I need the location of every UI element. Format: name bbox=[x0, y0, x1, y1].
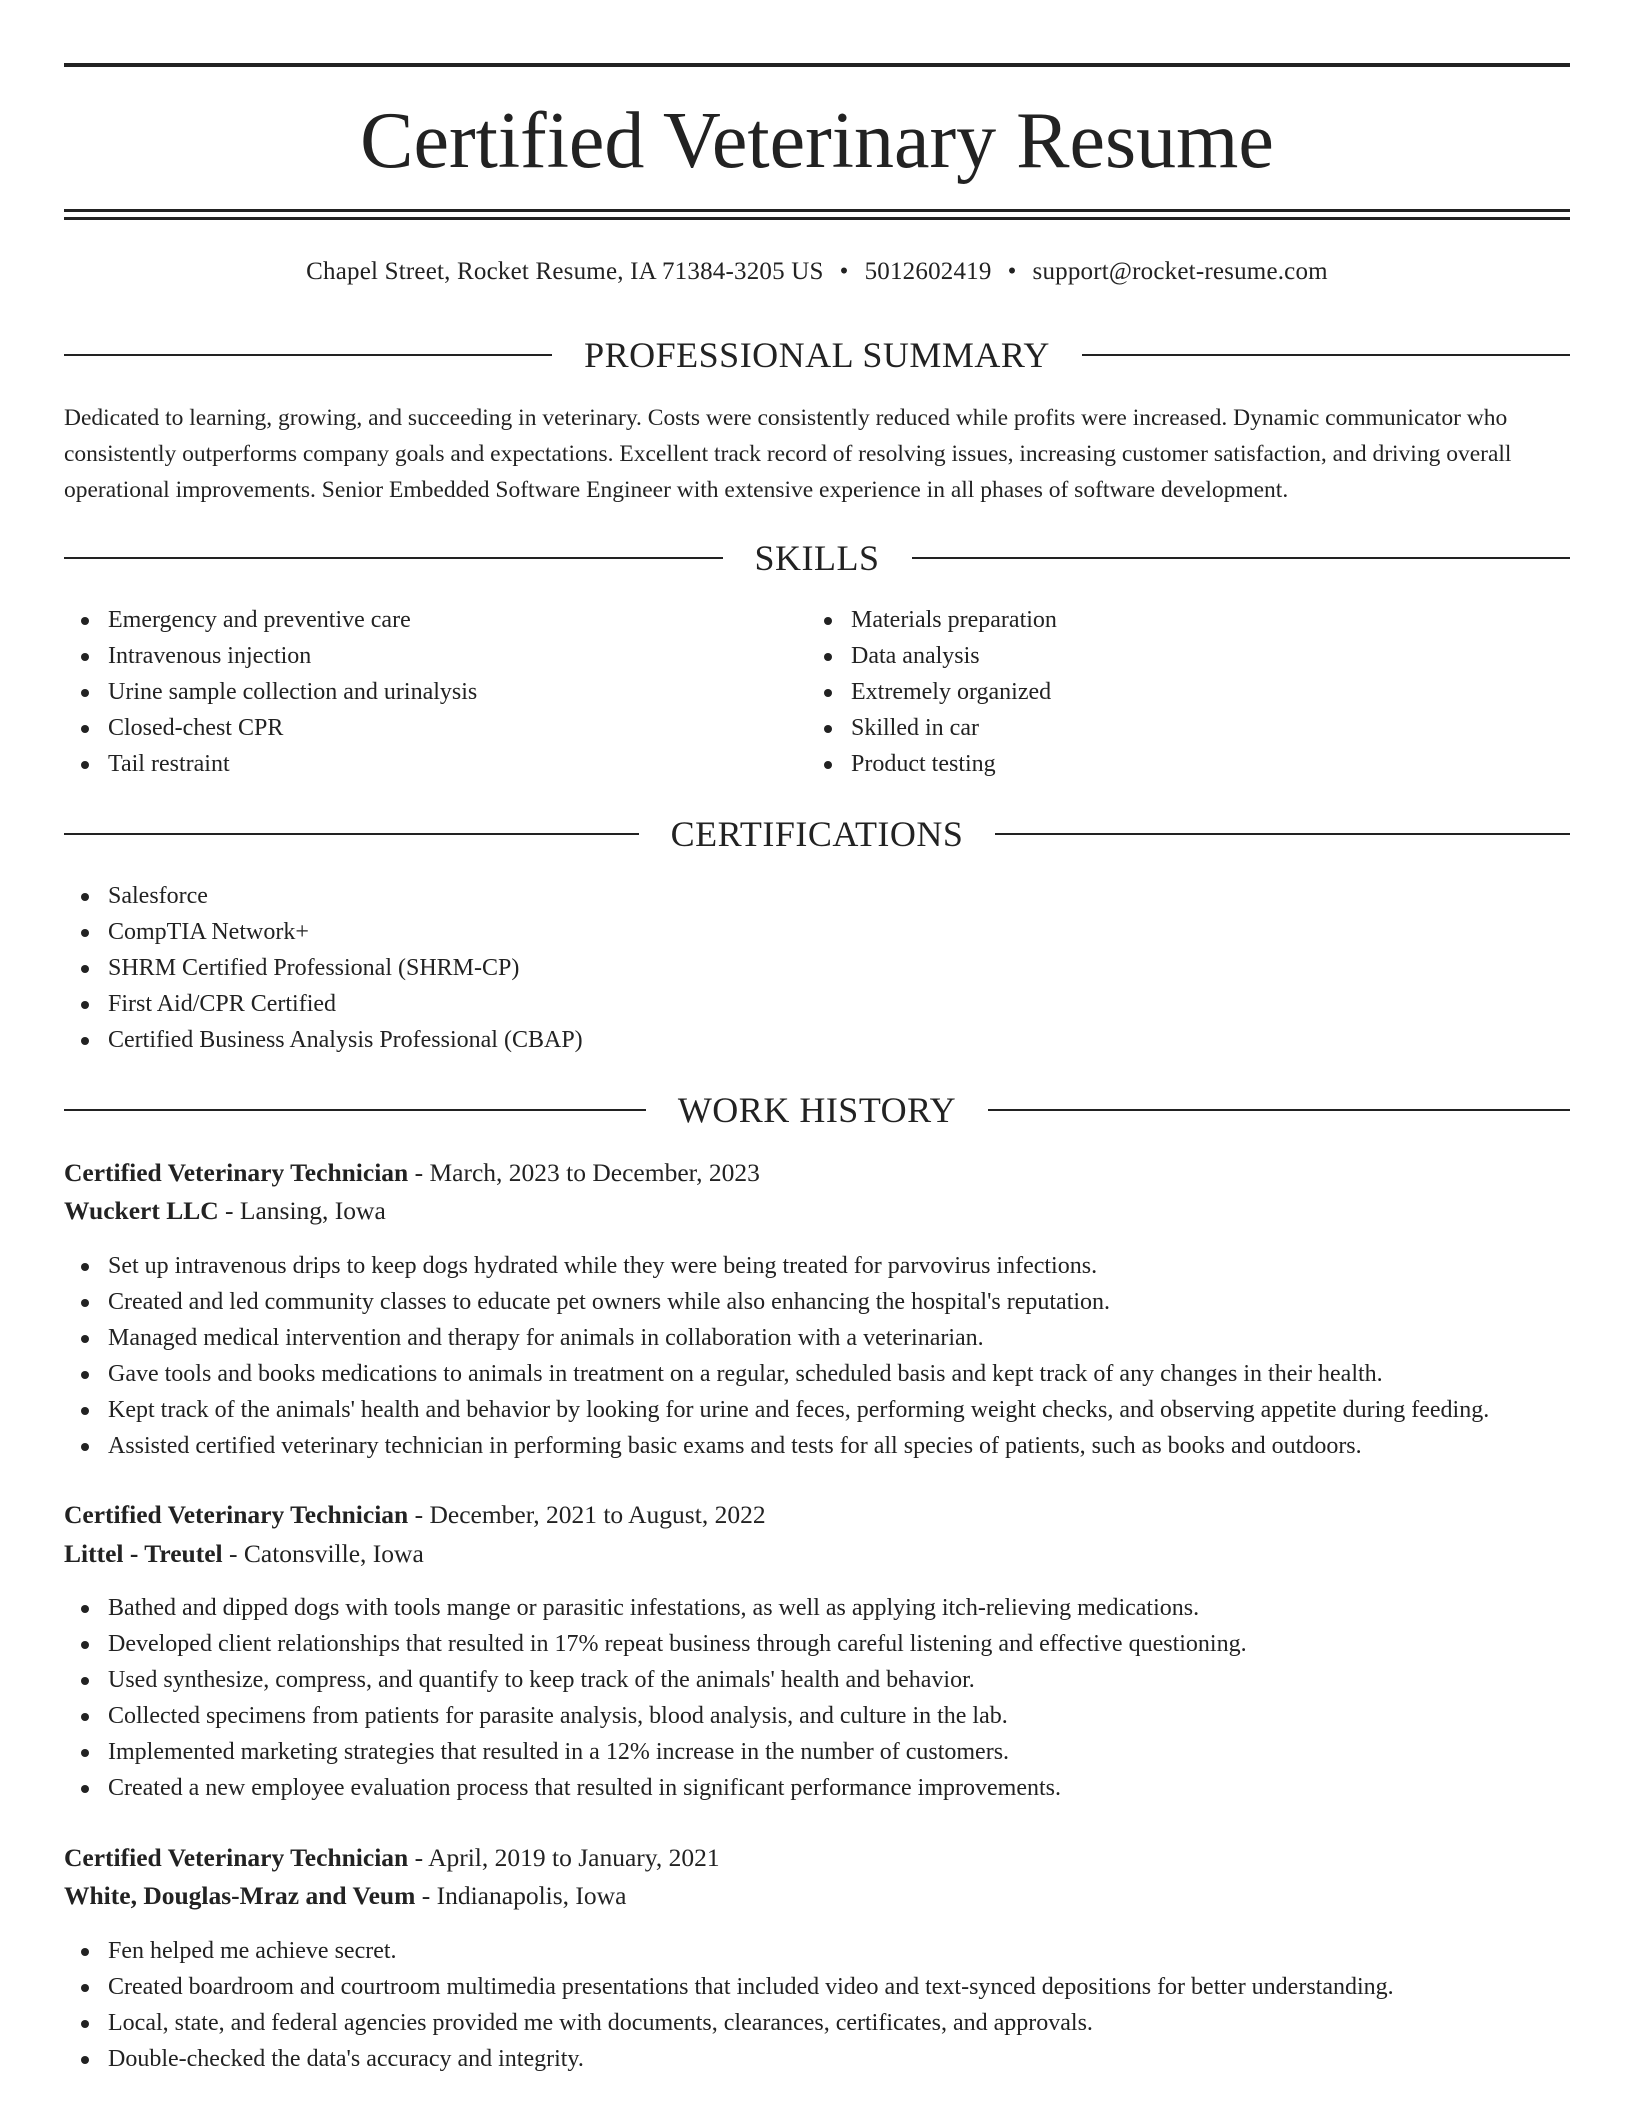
heading-rule bbox=[988, 1109, 1570, 1111]
skill-item: Data analysis bbox=[807, 638, 1507, 674]
job-bullet: Set up intravenous drips to keep dogs hydrated while they were being treated for parvovirus infections. bbox=[64, 1248, 1584, 1284]
job-title: Certified Veterinary Technician bbox=[64, 1500, 409, 1529]
skill-item: Tail restraint bbox=[64, 746, 764, 782]
skill-item: Product testing bbox=[807, 746, 1507, 782]
section-heading-skills bbox=[64, 536, 1570, 580]
skills-list-left bbox=[64, 602, 764, 782]
section-heading-summary bbox=[64, 333, 1570, 377]
job-location: - Indianapolis, Iowa bbox=[415, 1881, 627, 1910]
certifications-list bbox=[64, 878, 1564, 1058]
heading-rule bbox=[1082, 354, 1570, 356]
skill-item: Intravenous injection bbox=[64, 638, 764, 674]
job-dates: - April, 2019 to January, 2021 bbox=[408, 1843, 720, 1872]
job-bullet: Implemented marketing strategies that resulted in a 12% increase in the number of customers. bbox=[64, 1734, 1584, 1770]
summary-text: Dedicated to learning, growing, and succeeding in veterinary. Costs were consistently reduced while profits were increased. Dynamic communicator who consistently outperforms company goals and expectations. Excellent track record of resolving issues, increasing customer satisfaction, and driving overall operational improvements. Senior Embedded Software Engineer with extensive experience in all phases of software development. bbox=[64, 405, 1512, 503]
job-bullet: Bathed and dipped dogs with tools mange or parasitic infestations, as well as applying itch-relieving medications. bbox=[64, 1590, 1584, 1626]
job-bullet: Local, state, and federal agencies provided me with documents, clearances, certificates, and approvals. bbox=[64, 2005, 1584, 2041]
job-location: - Catonsville, Iowa bbox=[222, 1539, 424, 1568]
contact-separator: • bbox=[1007, 258, 1017, 285]
job-title: Certified Veterinary Technician bbox=[64, 1158, 409, 1187]
section-heading-label: CERTIFICATIONS bbox=[670, 814, 964, 854]
job-bullet: Assisted certified veterinary technician in performing basic exams and tests for all species of patients, such as books and outdoors. bbox=[64, 1428, 1584, 1464]
certification-item: SHRM Certified Professional (SHRM-CP) bbox=[64, 950, 1564, 986]
job-title-line bbox=[64, 1497, 766, 1533]
job-title: Certified Veterinary Technician bbox=[64, 1843, 409, 1872]
contact-line bbox=[64, 255, 1570, 289]
job-bullet: Created boardroom and courtroom multimedia presentations that included video and text-synced depositions for better understanding. bbox=[64, 1969, 1584, 2005]
contact-separator: • bbox=[839, 258, 849, 285]
job-bullet: Kept track of the animals' health and behavior by looking for urine and feces, performing weight checks, and observing appetite during feeding. bbox=[64, 1392, 1584, 1428]
job-bullet: Created and led community classes to educate pet owners while also enhancing the hospital's reputation. bbox=[64, 1284, 1584, 1320]
skill-item: Skilled in car bbox=[807, 710, 1507, 746]
certification-item: Salesforce bbox=[64, 878, 1564, 914]
certification-item: CompTIA Network+ bbox=[64, 914, 1564, 950]
contact-email: support@rocket-resume.com bbox=[1032, 258, 1328, 285]
job-title-line bbox=[64, 1840, 720, 1876]
job-location: - Lansing, Iowa bbox=[218, 1196, 386, 1225]
job-dates: - December, 2021 to August, 2022 bbox=[408, 1500, 766, 1529]
job-company-line bbox=[64, 1878, 626, 1914]
section-heading-label: WORK HISTORY bbox=[677, 1090, 957, 1130]
heading-rule bbox=[64, 557, 723, 559]
job-company: Littel - Treutel bbox=[64, 1539, 223, 1568]
skill-item: Urine sample collection and urinalysis bbox=[64, 674, 764, 710]
job-bullet: Used synthesize, compress, and quantify to keep track of the animals' health and behavior. bbox=[64, 1662, 1584, 1698]
section-heading-label: PROFESSIONAL SUMMARY bbox=[584, 335, 1050, 375]
job-bullets bbox=[64, 1248, 1584, 1464]
job-company: Wuckert LLC bbox=[64, 1196, 219, 1225]
header-bottom-rule bbox=[64, 209, 1570, 212]
job-bullet: Developed client relationships that resulted in 17% repeat business through careful listening and effective questioning. bbox=[64, 1626, 1584, 1662]
job-title-line bbox=[64, 1155, 760, 1191]
job-company-line bbox=[64, 1536, 424, 1572]
job-bullet: Managed medical intervention and therapy for animals in collaboration with a veterinarian. bbox=[64, 1320, 1584, 1356]
job-dates: - March, 2023 to December, 2023 bbox=[408, 1158, 760, 1187]
skills-list-right bbox=[807, 602, 1507, 782]
skill-item: Emergency and preventive care bbox=[64, 602, 764, 638]
skill-item: Extremely organized bbox=[807, 674, 1507, 710]
job-bullets bbox=[64, 1933, 1584, 2077]
header-bottom-rule-second bbox=[64, 217, 1570, 220]
resume-title: Certified Veterinary Resume bbox=[360, 97, 1274, 185]
skill-item: Materials preparation bbox=[807, 602, 1507, 638]
job-company: White, Douglas-Mraz and Veum bbox=[64, 1881, 416, 1910]
job-bullets bbox=[64, 1590, 1584, 1806]
certification-item: Certified Business Analysis Professional (CBAP) bbox=[64, 1022, 1564, 1058]
contact-phone: 5012602419 bbox=[864, 258, 992, 285]
job-company-line bbox=[64, 1193, 386, 1229]
job-bullet: Collected specimens from patients for parasite analysis, blood analysis, and culture in the lab. bbox=[64, 1698, 1584, 1734]
job-bullet: Fen helped me achieve secret. bbox=[64, 1933, 1584, 1969]
contact-address: Chapel Street, Rocket Resume, IA 71384-3205 US bbox=[306, 258, 824, 285]
job-bullet: Double-checked the data's accuracy and integrity. bbox=[64, 2041, 1584, 2077]
heading-rule bbox=[64, 1109, 646, 1111]
heading-rule bbox=[64, 354, 552, 356]
section-heading-label: SKILLS bbox=[754, 538, 880, 578]
skill-item: Closed-chest CPR bbox=[64, 710, 764, 746]
certification-item: First Aid/CPR Certified bbox=[64, 986, 1564, 1022]
heading-rule bbox=[995, 833, 1570, 835]
header-top-rule bbox=[64, 63, 1570, 67]
section-heading-certifications bbox=[64, 812, 1570, 856]
job-bullet: Created a new employee evaluation process that resulted in significant performance improvements. bbox=[64, 1770, 1584, 1806]
section-heading-work-history bbox=[64, 1088, 1570, 1132]
heading-rule bbox=[912, 557, 1571, 559]
job-bullet: Gave tools and books medications to animals in treatment on a regular, scheduled basis and kept track of any changes in their health. bbox=[64, 1356, 1584, 1392]
heading-rule bbox=[64, 833, 639, 835]
